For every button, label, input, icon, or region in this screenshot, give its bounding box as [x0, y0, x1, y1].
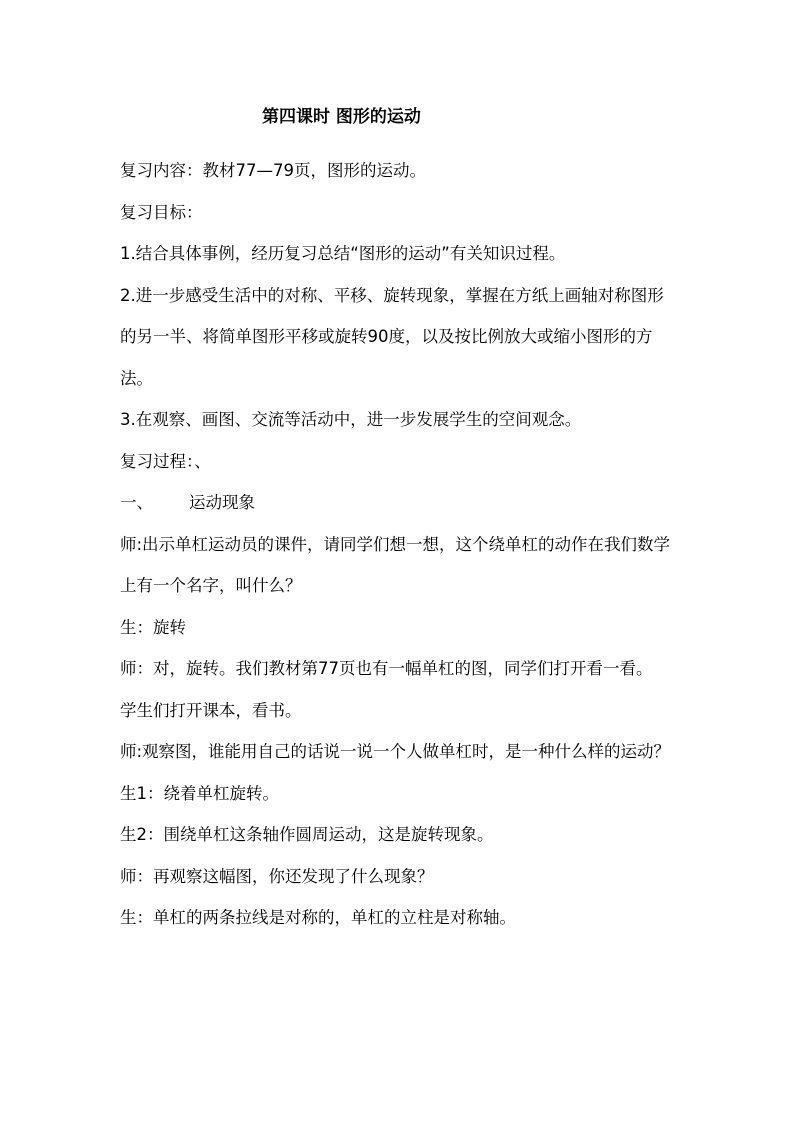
teacher-line-1: 师:出示单杠运动员的课件，请同学们想一想，这个绕单杠的动作在我们数学上有一个名字，叫什么？ [120, 534, 671, 595]
page-title: 第四课时 图形的运动 [262, 107, 421, 127]
student-line-final: 生：单杠的两条拉线是对称的，单杠的立柱是对称轴。 [120, 908, 516, 927]
section-one-title: 运动现象 [189, 493, 255, 512]
goal-1: 1.结合具体事例，经历复习总结“图形的运动”有关知识过程。 [120, 244, 566, 263]
student-2-answer: 生2：围绕单杠这条轴作圆周运动，这是旋转现象。 [120, 825, 494, 844]
goal-2: 2.进一步感受生活中的对称、平移、旋转现象，掌握在方纸上画轴对称图形的另一半、将简单图形平移或旋转90度，以及按比例放大或缩小图形的方法。 [120, 285, 664, 388]
teacher-line-2: 师：对，旋转。我们教材第77页也有一幅单杠的图，同学们打开看一看。 [120, 659, 653, 678]
student-1-answer: 生1：绕着单杠旋转。 [120, 783, 279, 803]
document-body [120, 150, 680, 939]
section-one-heading [120, 482, 680, 524]
students-open-book: 学生们打开课本，看书。 [120, 700, 302, 720]
review-content: 复习内容：教材77—79页，图形的运动。 [120, 161, 426, 180]
student-line-1: 生：旋转 [120, 617, 186, 637]
teacher-line-4: 师：再观察这幅图，你还发现了什么现象？ [120, 866, 434, 886]
section-one-number: 一、 [120, 493, 153, 512]
review-goals-heading: 复习目标： [120, 202, 203, 222]
teacher-line-3: 师:观察图，谁能用自己的话说一说一个人做单杠时，是一种什么样的运动？ [120, 742, 671, 761]
review-process-heading: 复习过程：、 [120, 451, 211, 471]
goal-3: 3.在观察、画图、交流等活动中，进一步发展学生的空间观念。 [120, 410, 582, 429]
